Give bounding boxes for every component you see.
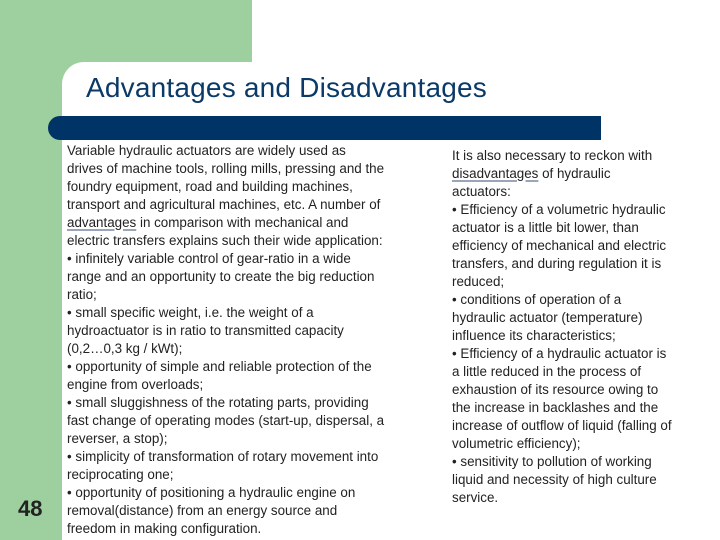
advantages-text-line: range and an opportunity to create the big reduction: [67, 269, 375, 284]
advantages-text-line: • simplicity of transformation of rotary movement into: [67, 449, 379, 464]
advantages-text-line: electric transfers explains such their wide application:: [67, 233, 383, 248]
disadvantages-text-line: • conditions of operation of a: [452, 292, 622, 307]
advantages-text-line: advantages in comparison with mechanical and: [67, 215, 349, 230]
advantages-text-column: [67, 142, 429, 538]
advantages-text-line: • infinitely variable control of gear-ratio in a wide: [67, 251, 351, 266]
advantages-text-line: fast change of operating modes (start-up, dispersal, a: [67, 413, 385, 428]
advantages-text-line: reciprocating one;: [67, 467, 174, 482]
advantages-text-line: foundry equipment, road and building machines,: [67, 179, 353, 194]
advantages-text-line: Variable hydraulic actuators are widely used as: [67, 143, 346, 158]
advantages-text-line: hydroactuator is in ratio to transmitted capacity: [67, 323, 344, 338]
disadvantages-text-line: influence its characteristics;: [452, 328, 616, 343]
advantages-text-line: • opportunity of simple and reliable protection of the: [67, 359, 372, 374]
disadvantages-text-line: increase of outflow of liquid (falling of: [452, 418, 672, 433]
title-underline-bar: [48, 116, 601, 140]
disadvantages-text-line: transfers, and during regulation it is: [452, 256, 662, 271]
disadvantages-text-line: hydraulic actuator (temperature): [452, 310, 643, 325]
disadvantages-text-line: • Efficiency of a volumetric hydraulic: [452, 202, 666, 217]
slide-title: Advantages and Disadvantages: [86, 72, 487, 103]
advantages-text-line: reverser, a stop);: [67, 431, 168, 446]
disadvantages-text-line: liquid and necessity of high culture: [452, 472, 657, 487]
advantages-text-line: freedom in making configuration.: [67, 521, 262, 536]
disadvantages-text-line: efficiency of mechanical and electric: [452, 238, 667, 253]
disadvantages-text-line: actuator is a little bit lower, than: [452, 220, 639, 235]
disadvantages-text-line: • Efficiency of a hydraulic actuator is: [452, 346, 667, 361]
disadvantages-text-line: reduced;: [452, 274, 505, 289]
disadvantages-text-line: actuators:: [452, 184, 511, 199]
advantages-text-line: removal(distance) from an energy source and: [67, 503, 338, 518]
advantages-text-line: ratio;: [67, 287, 97, 302]
disadvantages-text-highlighted-term: disadvantages: [452, 166, 539, 181]
disadvantages-text-line: disadvantages of hydraulic: [452, 166, 611, 181]
advantages-text-line: • small sluggishness of the rotating parts, providing: [67, 395, 369, 410]
advantages-text-line: (0,2…0,3 kg / kWt);: [67, 341, 183, 356]
advantages-text-highlighted-term: advantages: [67, 215, 137, 230]
advantages-text-line: engine from overloads;: [67, 377, 204, 392]
disadvantages-text-column: [452, 147, 710, 507]
disadvantages-text-line: exhaustion of its resource owing to: [452, 382, 659, 397]
advantages-text-line: transport and agricultural machines, etc. A number of: [67, 197, 381, 212]
disadvantages-text-line: It is also necessary to reckon with: [452, 148, 653, 163]
disadvantages-text-line: the increase in backlashes and the: [452, 400, 659, 415]
slide-number: 48: [18, 496, 43, 521]
disadvantages-text-line: a little reduced in the process of: [452, 364, 642, 379]
disadvantages-text-line: volumetric efficiency);: [452, 436, 581, 451]
advantages-text-line: drives of machine tools, rolling mills, pressing and the: [67, 161, 385, 176]
advantages-text-line: • opportunity of positioning a hydraulic engine on: [67, 485, 356, 500]
advantages-text-line: • small specific weight, i.e. the weight of a: [67, 305, 314, 320]
disadvantages-text-line: service.: [452, 490, 499, 505]
disadvantages-text-line: • sensitivity to pollution of working: [452, 454, 652, 469]
decor-green-strip: [0, 0, 62, 540]
